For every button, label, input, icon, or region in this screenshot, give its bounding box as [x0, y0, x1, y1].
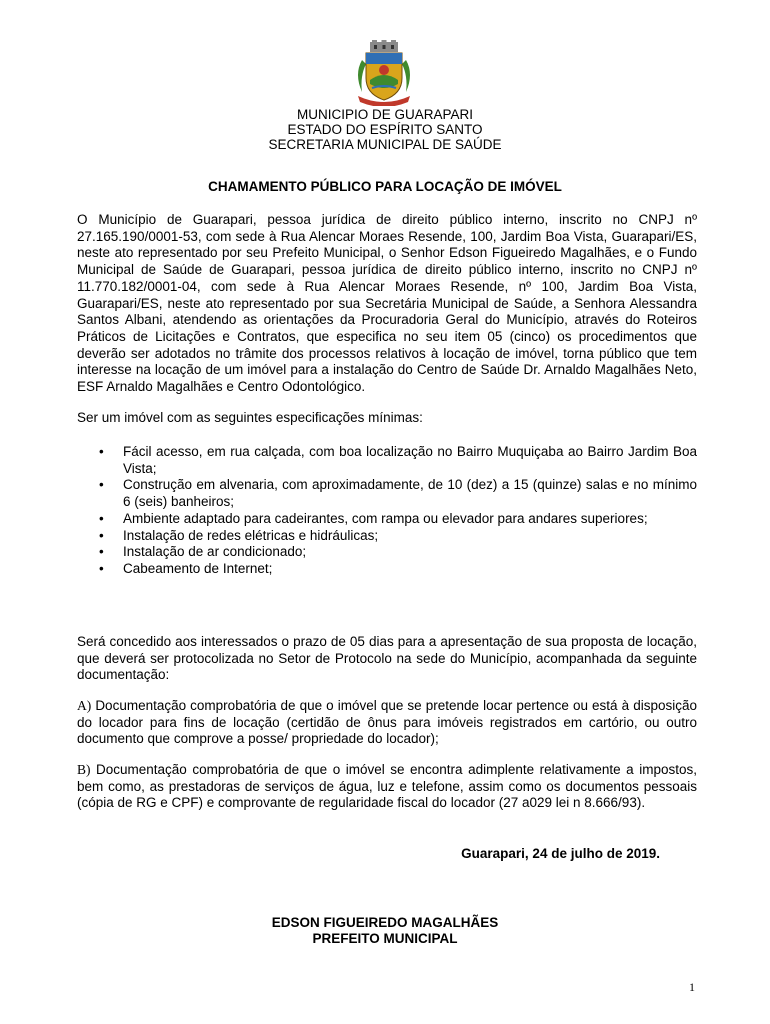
document-header — [0, 107, 770, 152]
deadline-paragraph: Será concedido aos interessados o prazo de 05 dias para a apresentação de sua proposta de locação, que deverá ser protocolizada no Setor de Protocolo na sede do Município, acompanhada da seguinte documentação: — [77, 634, 697, 683]
specs-list — [77, 444, 697, 578]
item-b-label: B) — [77, 762, 91, 777]
bullet-icon: • — [99, 527, 104, 543]
item-a-label: A) — [77, 698, 92, 713]
document-date: Guarapari, 24 de julho de 2019. — [461, 846, 660, 861]
header-municipality: MUNICIPIO DE GUARAPARI — [296, 107, 474, 122]
list-item — [77, 528, 697, 545]
list-item — [77, 444, 697, 477]
coat-of-arms-icon — [352, 40, 416, 106]
item-b-paragraph — [77, 762, 697, 812]
list-item-text: Fácil acesso, em rua calçada, com boa localização no Bairro Muquiçaba ao Bairro Jardim Boa Vista; — [123, 444, 697, 476]
header-state: ESTADO DO ESPÍRITO SANTO — [287, 122, 483, 137]
page-number: 1 — [689, 980, 695, 994]
bullet-icon: • — [99, 477, 104, 493]
list-item — [77, 561, 697, 578]
header-secretariat: SECRETARIA MUNICIPAL DE SAÚDE — [268, 137, 502, 152]
bullet-icon: • — [99, 544, 104, 560]
item-a-text: Documentação comprobatória de que o imóvel que se pretende locar pertence ou está à disposição do locador para fins de locação (certidão de ônus para imóveis registrados em cartório, ou outro documento que comprove a posse/ propriedade do locador); — [77, 698, 697, 747]
bullet-icon: • — [99, 510, 104, 526]
list-item — [77, 511, 697, 528]
list-item-text: Ambiente adaptado para cadeirantes, com rampa ou elevador para andares superiores; — [123, 510, 648, 526]
item-b-text: Documentação comprobatória de que o imóvel se encontra adimplente relativamente a impostos, bem como, as prestadoras de serviços de água, luz e telefone, assim como os documentos pessoais (cópia de RG e CPF) e comprovante de regularidade fiscal do locador (27 a029 lei n 8.666/93). — [77, 762, 697, 811]
signature-block — [0, 915, 770, 947]
list-item-text: Construção em alvenaria, com aproximadamente, de 10 (dez) a 15 (quinze) salas e no mínimo 6 (seis) banheiros; — [123, 477, 697, 510]
list-item — [77, 477, 697, 510]
specs-intro: Ser um imóvel com as seguintes especificações mínimas: — [77, 410, 423, 425]
intro-paragraph: O Município de Guarapari, pessoa jurídica de direito público interno, inscrito no CNPJ nº 27.165.190/0001-53, com sede à Rua Alencar Moraes Resende, 100, Jardim Boa Vista, Guarapari/ES, neste ato representado por seu Prefeito Municipal, o Senhor Edson Figueiredo Magalhães, e o Fundo Municipal de Saúde de Guarapari, pessoa jurídica de direito público interno, inscrito no CNPJ nº 11.770.182/0001-04, com sede à Rua Alencar Moraes Resende, nº 100, Jardim Boa Vista, Guarapari/ES, neste ato representado por sua Secretária Municipal de Saúde, a Senhora Alessandra Santos Albani, atendendo as orientações da Procuradoria Geral do Município, através do Roteiros Práticos de Licitações e Contratos, que especifica no seu item 05 (cinco) os procedimentos que deverão ser adotados no trâmite dos processos relativos à locação de imóvel, torna público que tem interesse na locação de um imóvel para a instalação do Centro de Saúde Dr. Arnaldo Magalhães Neto, ESF Arnaldo Magalhães e Centro Odontológico. — [77, 212, 697, 395]
signatory-name: EDSON FIGUEIREDO MAGALHÃES — [271, 915, 499, 930]
list-item-text: Instalação de ar condicionado; — [123, 544, 307, 560]
bullet-icon: • — [99, 444, 104, 459]
list-item — [77, 544, 697, 561]
bullet-icon: • — [99, 560, 104, 576]
list-item-text: Instalação de redes elétricas e hidráulicas; — [123, 527, 379, 543]
list-item-text: Cabeamento de Internet; — [123, 560, 273, 576]
item-a-paragraph — [77, 698, 697, 748]
signatory-role: PREFEITO MUNICIPAL — [312, 931, 458, 946]
document-title: CHAMAMENTO PÚBLICO PARA LOCAÇÃO DE IMÓVEL — [208, 179, 562, 194]
